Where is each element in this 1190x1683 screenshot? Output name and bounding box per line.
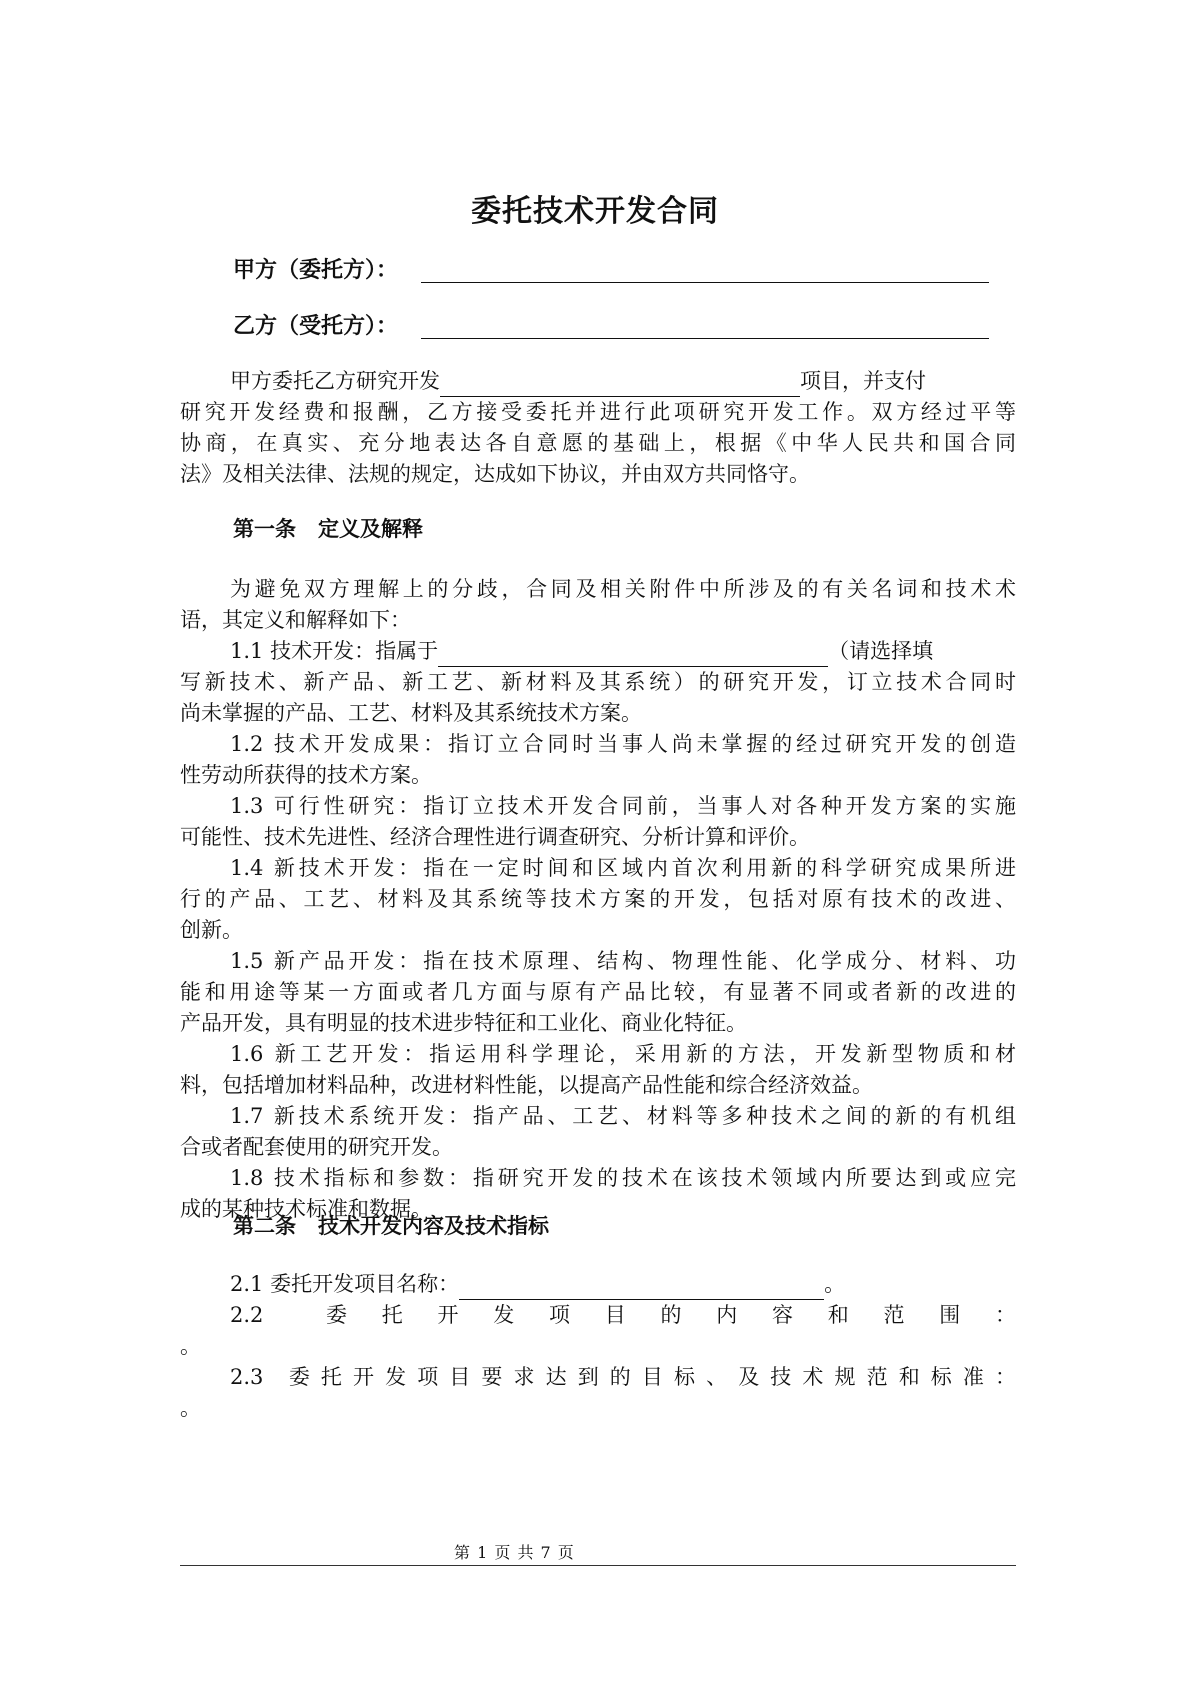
clause-text: 1.1 技术开发：指属于 (230, 639, 439, 663)
paragraph-line: 语，其定义和解释如下： (180, 608, 411, 632)
page-footer (180, 1540, 1016, 1566)
intro-paragraph (180, 366, 1016, 490)
party-b-line (233, 310, 398, 344)
article-2-heading (233, 1211, 549, 1241)
article-title: 定义及解释 (318, 517, 423, 541)
clause-text: 性劳动所获得的技术方案。 (180, 763, 432, 787)
clause-text: 写新技术、新产品、新工艺、新材料及其系统）的研究开发，订立技术合同时 (180, 670, 1016, 694)
article-title: 技术开发内容及技术指标 (318, 1214, 549, 1238)
clause-text: 行的产品、工艺、材料及其系统等技术方案的开发，包括对原有技术的改进、 (180, 887, 1016, 911)
clause-2-2: 2.2 委 托 开 发 项 目 的 内 容 和 范 围 ： (230, 1303, 1016, 1327)
field-blank (438, 642, 828, 667)
intro-text: 项目，并支付 (800, 369, 926, 393)
party-b-blank (421, 338, 989, 339)
document-title: 委托技术开发合同 (471, 194, 719, 229)
party-b-label: 乙方（受托方）： (233, 314, 399, 339)
clause-1-2: 1.2 技术开发成果：指订立合同时当事人尚未掌握的经过研究开发的创造 (230, 732, 1016, 756)
field-blank (459, 1275, 824, 1300)
intro-text: 法》及相关法律、法规的规定，达成如下协议，并由双方共同恪守。 (180, 462, 810, 486)
article-1-heading (233, 514, 423, 544)
intro-text: 协商，在真实、充分地表达各自意愿的基础上，根据《中华人民共和国合同 (180, 431, 1016, 455)
clause-1-1 (180, 636, 1016, 667)
paragraph-line: 为避免双方理解上的分歧，合同及相关附件中所涉及的有关名词和技术术 (230, 577, 1016, 601)
clause-text: 可能性、技术先进性、经济合理性进行调查研究、分析计算和评价。 (180, 825, 810, 849)
page-number: 第 1 页 共 7 页 (454, 1543, 575, 1562)
clause-1-6: 1.6 新工艺开发：指运用科学理论，采用新的方法，开发新型物质和材 (230, 1042, 1016, 1066)
party-a-label: 甲方（委托方）： (233, 258, 399, 283)
clause-1-5: 1.5 新产品开发：指在技术原理、结构、物理性能、化学成分、材料、功 (230, 949, 1016, 973)
clause-1-7: 1.7 新技术系统开发：指产品、工艺、材料等多种技术之间的新的有机组 (230, 1104, 1016, 1128)
clause-text: 产品开发，具有明显的技术进步特征和工业化、商业化特征。 (180, 1011, 747, 1035)
clause-2-3: 2.3 委 托 开 发 项 目 要 求 达 到 的 目 标 、 及 技 术 规 范 和 标 准 ： (230, 1365, 1016, 1389)
clause-text: 。 (180, 1396, 201, 1420)
article-number: 第一条 (233, 517, 296, 541)
clause-text: 尚未掌握的产品、工艺、材料及其系统技术方案。 (180, 701, 642, 725)
clause-text: 。 (824, 1272, 846, 1296)
article-1-body (180, 574, 1016, 1225)
intro-text: 甲方委托乙方研究开发 (230, 369, 440, 393)
clause-text: 料，包括增加材料品种，改进材料性能，以提高产品性能和综合经济效益。 (180, 1073, 873, 1097)
article-number: 第二条 (233, 1214, 296, 1238)
clause-text: 创新。 (180, 918, 243, 942)
clause-text: 成的某种技术标准和数据。 (180, 1197, 432, 1221)
clause-2-1 (180, 1269, 1016, 1300)
project-blank (440, 372, 800, 397)
clause-1-3: 1.3 可行性研究：指订立技术开发合同前，当事人对各种开发方案的实施 (230, 794, 1016, 818)
clause-text: 合或者配套使用的研究开发。 (180, 1135, 453, 1159)
intro-text: 研究开发经费和报酬，乙方接受委托并进行此项研究开发工作。双方经过平等 (180, 400, 1016, 424)
clause-1-4: 1.4 新技术开发：指在一定时间和区域内首次利用新的科学研究成果所进 (230, 856, 1016, 880)
clause-text: 。 (180, 1334, 201, 1358)
clause-text: 2.1 委托开发项目名称： (230, 1272, 460, 1296)
party-a-blank (421, 282, 989, 283)
clause-text: 能和用途等某一方面或者几方面与原有产品比较，有显著不同或者新的改进的 (180, 980, 1016, 1004)
clause-text: （请选择填 (828, 639, 934, 663)
clause-1-8: 1.8 技术指标和参数：指研究开发的技术在该技术领域内所要达到或应完 (230, 1166, 1016, 1190)
article-2-body (180, 1269, 1016, 1424)
party-a-line (233, 254, 398, 288)
